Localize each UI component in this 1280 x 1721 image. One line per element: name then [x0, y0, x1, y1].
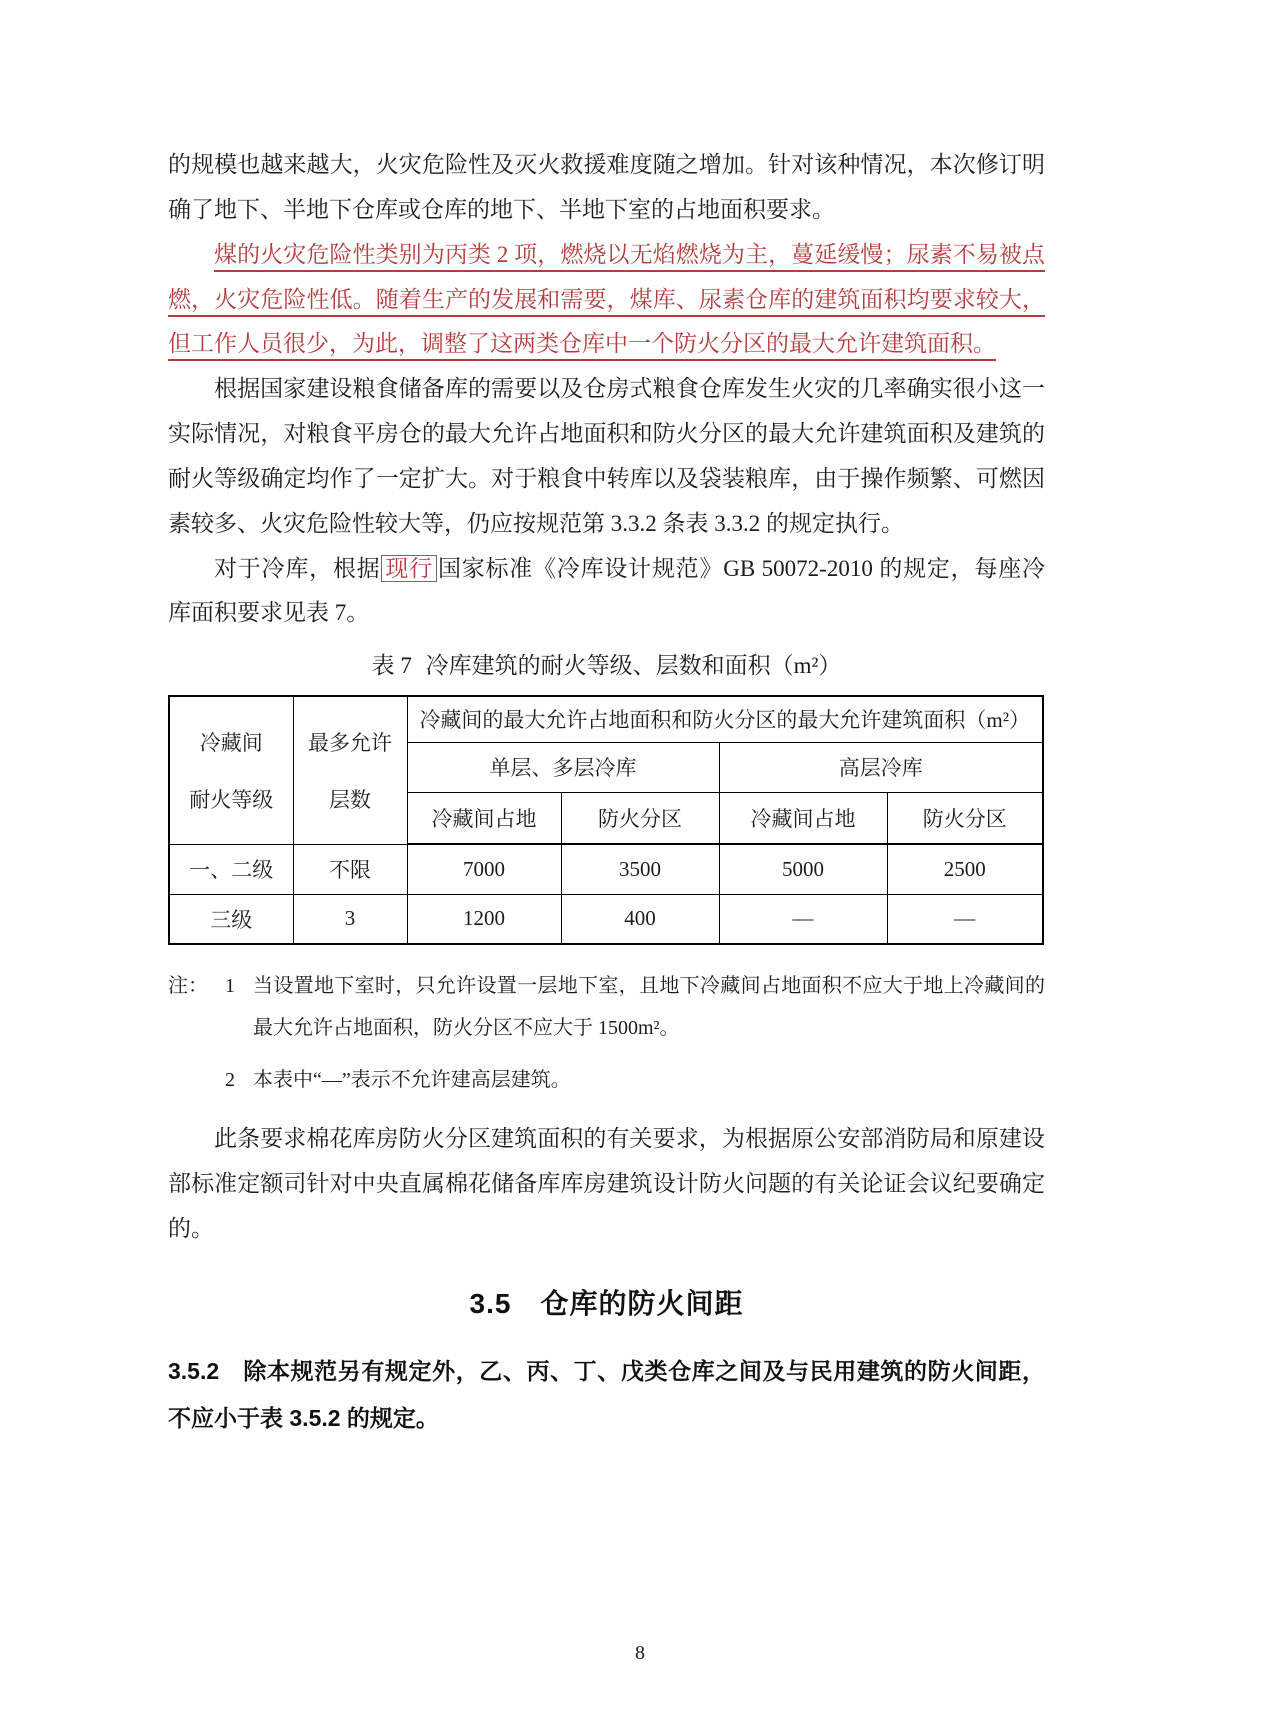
header-group-highrise: 高层冷库	[719, 742, 1043, 792]
paragraph-cotton-warehouse: 此条要求棉花库房防火分区建筑面积的有关要求，为根据原公安部消防局和原建设部标准定额司针对中央直属棉花储备库库房建筑设计防火问题的有关论证会议纪要确定的。	[168, 1126, 1045, 1241]
cell-hr-occupancy: —	[719, 894, 887, 944]
cell-hr-compartment: —	[887, 894, 1043, 944]
page-content	[168, 0, 1045, 1442]
clause-3-5-2: 3.5.2 除本规范另有规定外，乙、丙、丁、戊类仓库之间及与民用建筑的防火间距，不应小于表 3.5.2 的规定。	[168, 1357, 1045, 1431]
cell-sm-compartment: 400	[561, 894, 719, 944]
note-label-spacer	[168, 1059, 225, 1101]
table7-cold-storage	[168, 695, 1044, 945]
table-row	[169, 894, 1043, 944]
cell-hr-occupancy: 5000	[719, 844, 887, 894]
cell-hr-compartment: 2500	[887, 844, 1043, 894]
note-label: 注：	[168, 975, 208, 998]
header-fire-resistance-grade: 冷藏间 耐火等级	[169, 696, 293, 844]
table7-caption-number: 表 7	[371, 653, 412, 679]
header-group-single-multi: 单层、多层冷库	[407, 742, 719, 792]
cell-floors: 3	[293, 894, 407, 944]
cell-grade: 一、二级	[169, 844, 293, 894]
table7-caption-title: 冷库建筑的耐火等级、层数和面积（m²）	[425, 653, 842, 679]
note-number: 1	[225, 975, 235, 998]
header-max-floors: 最多允许 层数	[293, 696, 407, 844]
cell-floors: 不限	[293, 844, 407, 894]
table7-caption	[168, 648, 1045, 685]
cold-storage-text-before: 对于冷库，根据	[214, 555, 381, 581]
header-sub-occupancy-sm: 冷藏间占地	[407, 792, 561, 844]
header-sub-occupancy-hr: 冷藏间占地	[719, 792, 887, 844]
header-span-title: 冷藏间的最大允许占地面积和防火分区的最大允许建筑面积（m²）	[407, 696, 1043, 742]
table-note-2	[168, 1059, 1045, 1101]
note-text: 本表中“—”表示不允许建高层建筑。	[253, 1069, 571, 1092]
section-heading-3-5: 3.5 仓库的防火间距	[469, 1287, 744, 1319]
cell-sm-compartment: 3500	[561, 844, 719, 894]
paragraph-cold-storage	[168, 547, 1045, 637]
page-number: 8	[635, 1642, 645, 1664]
header-sub-compartment-hr: 防火分区	[887, 792, 1043, 844]
note-text: 当设置地下室时，只允许设置一层地下室，且地下冷藏间占地面积不应大于地上冷藏间的最大允许占地面积，防火分区不应大于 1500m²。	[253, 975, 1045, 1040]
cell-grade: 三级	[169, 894, 293, 944]
table-row	[169, 844, 1043, 894]
table7-notes	[168, 965, 1045, 1101]
paragraph-grain-warehouse: 根据国家建设粮食储备库的需要以及仓房式粮食仓库发生火灾的几率确实很小这一实际情况，对粮食平房仓的最大允许占地面积和防火分区的最大允许建筑面积及建筑的耐火等级确定均作了一定扩大。对于粮食中转库以及袋装粮库，由于操作频繁、可燃因素较多、火灾危险性较大等，仍应按规范第 3.3.2 条表 3.3.2 的规定执行。	[168, 376, 1045, 536]
header-sub-compartment-sm: 防火分区	[561, 792, 719, 844]
tracked-change-boxed-word: 现行	[381, 555, 437, 582]
cell-sm-occupancy: 1200	[407, 894, 561, 944]
table-note-1	[168, 965, 1045, 1049]
note-number: 2	[225, 1069, 235, 1092]
cold-storage-text-after: 国家标准《冷库设计规范》GB 50072-2010 的规定，每座冷库面积要求见表 7。	[168, 555, 1045, 626]
paragraph-revision-inserted-text: 煤的火灾危险性类别为丙类 2 项，燃烧以无焰燃烧为主，蔓延缓慢；尿素不易被点燃，火灾危险性低。随着生产的发展和需要，煤库、尿素仓库的建筑面积均要求较大，但工作人员很少，为此，调整了这两类仓库中一个防火分区的最大允许建筑面积。	[168, 241, 1045, 357]
paragraph-continuation: 的规模也越来越大，火灾危险性及灭火救援难度随之增加。针对该种情况，本次修订明确了地下、半地下仓库或仓库的地下、半地下室的占地面积要求。	[168, 152, 1045, 222]
cell-sm-occupancy: 7000	[407, 844, 561, 894]
